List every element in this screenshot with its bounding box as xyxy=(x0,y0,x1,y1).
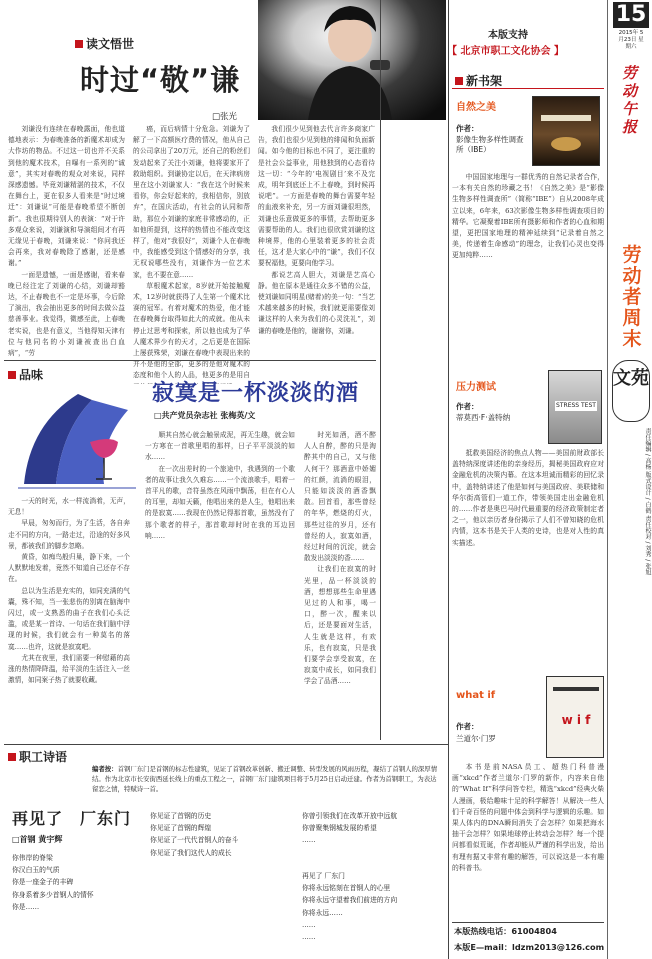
page-number: 15 xyxy=(613,2,649,28)
section-label-poetry: 职工诗语 xyxy=(8,748,67,765)
proofreader: 责任校对 / 刘秀 / 张旭 xyxy=(644,515,651,576)
book1-author-label: 作者： xyxy=(456,124,479,133)
book3-desc: 本书是前NASA员工、超热门科普漫画“xkcd”作者兰道尔·门罗的新作，内容来自他的“What If”科学问答专栏，精选“xkcd”经典火柴人漫画，极给趣味十足的科学解答！从解决一些人们千奇百怪的问题中体会到科学与逻辑的乐趣。如果人体内的DNA瞬间消失了会怎样？如果把海水抽干会怎样？如果地球停止转动会怎样？每一个提问都看似荒诞，作者却能从严谨的科学出发，给出有理有据又非常有趣的解答，可以说这是一本有趣的科普书。 xyxy=(452,763,604,872)
singer-photo xyxy=(258,0,446,120)
essay1-col1: 刘谦没有连续在春晚露面，他也道德地表示：为春晚准备的新魔术却成为大作坊的物品。不过这一切也并不关系到他的魔术技术，自曝有一系列的“诚意”，其实对春晚的观众对来说，同样深感遗憾。毕竟刘谦精湛的技术，不仅在舞台上，更在很多人看来是“时过境迁”：刘谦说“可能是春晚希望不断创新”。我也很期待别人的表演：“对于许多观众来说，刘谦演和导演组间才有再无缘见于春晚，刘谦来说：“你问我还会再来，我对春晚除了感谢，还是感谢。” 一面是遗憾，一面是感谢，看来春晚已经注定了刘谦的心结，刘谦却豁达，不止春晚也不一定是坏事，今后除了演出，我会抽出更多的时间去做公益慈善事业。我觉得，微感至此，上春晚老实说，也是有意义，当他得知天津有位与他同名的小刘谦被查出白血病”，“劳 xyxy=(8,125,125,358)
essay1-col3: 我们很少见到他去代言许多商家广告，我们也很少见到他的绯闻和负面新闻。如今他的目标也不同了，更注重的是社会公益事业，用他独到的心态看待这一切：“今年的‘电视剧目’来不及完成，明年到底还上不上春晚，到时候再说吧”。一方面是春晚的舞台需要年轻的血液来补充，另一方面刘谦很坦然，刘谦也乐意做更多的事情，去帮助更多需要帮助的人。我们也很欣赏刘谦的这种境界，他的心里装着更多的社会责任，这才是大家心中的“谦”，我们不仅要祝福他，更要向他学习。 都说艺高人胆大，刘谦是艺高心静。他在原本是通往众多不错的公益，使刘谦如同明星(赌着)的美一句：“当艺术越来越多的时候，我们就更需要像刘谦这样的人来为我们的心灵洗礼”，刘谦的春晚是他的，谢谢你，刘谦。 xyxy=(258,125,375,335)
editor-note xyxy=(92,764,442,794)
book2-cover: STRESS TEST xyxy=(548,370,602,444)
poem-col2: 你见证了首钢的历史 你见证了首钢的辉煌 你见证了一代代首钢人的奋斗 你见证了我们这代人的成长 xyxy=(150,812,239,857)
book2-author-label: 作者： xyxy=(456,402,479,411)
book2-author: 蒂莫西·F·盖特纳 xyxy=(456,413,511,422)
support-org: 【 北京市职工文化协会 】 xyxy=(447,46,564,57)
brand-logo: 劳动午报 xyxy=(622,64,638,136)
poem-author: □首钢 黄宇辉 xyxy=(12,835,63,844)
book3-title: what if xyxy=(456,690,496,701)
essay2-author: □共产党员杂志社 张梅英/文 xyxy=(154,411,256,420)
essay2-col3: 时光如酒，酒不醉人人自醉，醉的只是淘醉其中的自己，又与他人何干？那酒意中娇媚的红颜，流淌的眼泪，只能如淡淡的酒香飘散。回首看，那些曾经的年华，燃烧的灯火，那些过往的岁月，还有曾经的人，寂寞如酒，经过时间的沉淀，就会散发出淡淡的香…… 让我们在寂寞的时光里，品一杯淡淡的酒，想想那些生命里遇见过的人和事，喝一口，醉一次，醒来以后，还是要面对生活，人生就是这样，有欢乐，也有寂寞，只是我们要学会享受寂寞，在寂寞中成长，如同我们学会了品酒…… xyxy=(304,431,376,686)
section-label-bookshelf: 新书架 xyxy=(455,72,502,89)
essay2-col1: 一天的时光，水一样流淌着，无声，无息！ 早晨，匆匆而行，为了生活，各自奔走不同的方向，一路走过，沿途的好多风景，都被我们的脚步忽略。 黄昏，如痴鸟般归巢，静下来，一个人默默地发着，竟然不知道自己还存不存在。 总以为生活是充实的，如同充满的气囊，殊不知，当一张悲伤的别离在脑海中闪过，或一支熟悉的曲子在我们心头泛滥，或是某一首诗、一句话在我们脑中浮现的时候，我们就会有一种莫名的落寞……也许，这就是寂寞吧。 尤其在夜里，我们需要一种慰藉的高涨的热情降降温，给平淡的生活注入一丝激情，如同案子热了就要收藏。 xyxy=(8,497,130,685)
book2-desc: 抵救美国经济的焦点人物——美国前财政部长盖特纳深度讲述他的亲身经历，揭秘美国政府应对金融危机的决策内幕。在这本坦诚而精彩的回忆录中，盖特纳讲述了他是如何与美国政府、美联储和华尔街高管们一道工作，带领美国走出金融危机的……作者是奥巴马时代最重要的经济政策制定者之一，他以亲历者身份揭示了人们不曾知晓的危机内情，这本书是关于人类的史诗，也是对人性的真实描述。 xyxy=(452,449,604,547)
poem-col4: 再见了 厂东门 你将永远铭刻在首钢人的心里 你将永远守望着我们前进的方向 你将永远…… …… …… xyxy=(302,872,398,942)
editor: 责任编辑 / 高杨 xyxy=(644,428,651,470)
masthead xyxy=(607,0,652,959)
essay1-title: 时过“敬”谦 xyxy=(80,63,241,97)
section-label-dwws: 读文悟世 xyxy=(75,35,134,52)
section-label-pinwei: 品味 xyxy=(8,366,43,383)
book3-cover: w i f xyxy=(546,676,604,758)
essay2-col2: 顺其自然心就会触景成泥，再无生趣，就会如一方寒在一首歌里唱的那样，日子平平淡淡的如水…… 在一次出差时的一个旅途中，我遇到的一个歌者的故事让我久久难忘……一个流浪歌手，唱着一首平凡的歌，音符虽然在风雨中飘荡，但在有心人的耳里，却如天籁，他唱出来的是人生，他唱出来的是寂寞……我现在仍然记得那首歌，虽然没有了那个歌者的样子，那首歌却时时在我的耳边回响…… xyxy=(145,431,295,540)
section-name: 文苑 xyxy=(612,360,650,422)
book1-author: 影像生物多样性调查所（IBE） xyxy=(456,135,524,154)
wine-illustration xyxy=(18,384,136,490)
editor-note-label: 编者按： xyxy=(92,765,118,773)
book1-desc: 中国国家地理与一群优秀的自然记录者合作，一本有关自然的珍藏之书！《自然之美》是“影像生物多样性调查所”（简称“IBE”）自从2008年成立以来，6年来，63次影像生物多样性调查项目的精华。它凝聚着IBE所有摄影师和作者的心血和期望，更把国家地理的精神延续到“记录着自然之美，传递着生命感动”的理念，让我们心灵也变得更加纯粹…… xyxy=(452,173,604,260)
poem-title: 再见了 厂东门 xyxy=(12,809,132,828)
poem-col3: 你曾引领我们在改革开放中远航 你曾聚集钢城发展的希望 …… xyxy=(302,812,398,845)
issue-date: 2015年 5月23日 星期六 xyxy=(618,30,644,50)
support-label: 本版支持 xyxy=(488,30,528,41)
hotline-email: 本版E—mail：ldzm2013@126.com xyxy=(454,942,605,952)
book3-author-label: 作者： xyxy=(456,722,479,731)
essay1-author: □张光 xyxy=(212,112,238,122)
book1-title: 自然之美 xyxy=(456,102,496,113)
book2-title: 压力测试 xyxy=(456,382,496,393)
hotline-phone: 本版热线电话：61004804 xyxy=(454,926,557,936)
essay2-title: 寂寞是一杯淡淡的酒 xyxy=(152,381,360,406)
editor-note-text: 首钢厂东门是首钢的标志性建筑，见证了首钢改革创新、搬迁调整、转型发展的风雨历程，凝结了首钢人的深厚情结。作为北京市长安街西延长线上的重点工程之一，首钢厂东门建筑项目将于5月25日启动迁建。作者为首钢职工，为表达留恋之情，特赋诗一首。 xyxy=(92,765,438,793)
column-name: 劳动者周末 xyxy=(622,244,642,350)
designer: 版式设计 / 白鹤 xyxy=(644,471,651,514)
poem-col1: 你伟岸的脊梁 你汉白玉的气质 你是一座金子的丰碑 你身系着多少首钢人的情怀 你是…… xyxy=(12,854,94,911)
essay1-col2: 癌，而后病情十分危急。刘谦为了解了一下高额医疗费的情况，他从自己的公司拿出了20万元，还自己的粉丝们发动起来了关注小刘谦，他将要家开了救助组织。到谦协定以后，在天津病房里在这小刘谦家人：“我在这个时候来看你，你会好起来的，我相信你，别放弃”，在国庆活动，有社会的认同和帮助，那位小刘谦的家庭非常感动的，正如他所提到，这样的热情也不能改变这样了，他对“我很好“，刘谦个人在春晚中，我能感受到这个情感好的分享，我无权说哪些没有，刘谦作为一位艺术家，也不要在意…… 草根魔术起家，8岁就开始接触魔术，12岁时就获得了人生第一个魔术比赛的冠军。有着对魔术的热爱，他才能在春晚舞台取得如此大的成就。他从未停止过思考和探索，所以他也成为了华人魔术界少有的天才，之后更是在国际上屡获殊荣，刘谦在春晚中表现出来的并不是他的全部，更多的是他对魔术的态度和他个人的人品，他更多的是用自 xyxy=(133,125,250,380)
book1-cover xyxy=(532,96,600,166)
staff-credits xyxy=(616,428,652,578)
book3-author: 兰道尔·门罗 xyxy=(456,734,496,743)
